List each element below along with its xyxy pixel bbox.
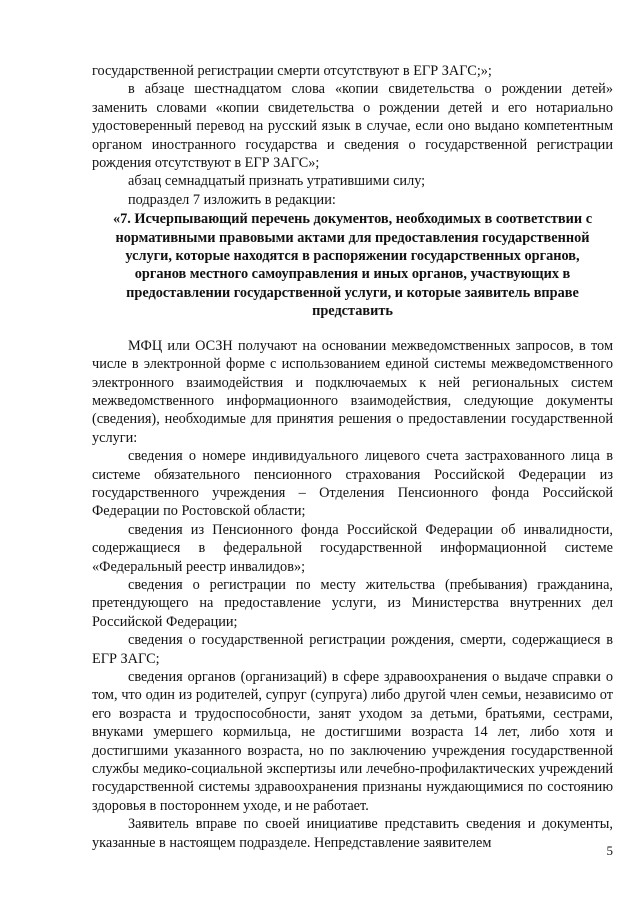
page-number: 5: [606, 843, 613, 858]
paragraph-subsection-intro: подраздел 7 изложить в редакции:: [128, 191, 336, 208]
paragraph-body-6: сведения органов (организаций) в сфере здравоохранения о выдаче справки о том, что один из родителей, супруг (супруга) либо другой член семьи, независимо от его возраста и трудоспособности, занят уходом за детьми, братьями, сестрами, внуками умершего кормильца, не достигшими возраста 14 лет, либо хотя и достигшими указанного возраста, но по заключению учреждения государственной службы медико-социальной экспертизы или лечебно-профилактических учреждений государственной системы здравоохранения признаны нуждающимися по состоянию здоровья в постороннем уходе, и не работает.: [92, 669, 613, 814]
paragraph-amendment-16: в абзаце шестнадцатом слова «копии свидетельства о рождении детей» заменить словами «копии свидетельства о рождении детей и его нотариально удостоверенный перевод на русский язык в случае, если оно выдано компетентным органом иностранного государства и сведения о государственной регистрации рождения отсутствуют в ЕГР ЗАГС»;: [92, 81, 613, 172]
paragraph-body-2: сведения о номере индивидуального лицевого счета застрахованного лица в системе обязательного пенсионного страхования Российской Федерации из государственного учреждения – Отделения Пенсионного фонда Российской Федерации по Ростовской области;: [92, 448, 613, 520]
paragraph-body-7: Заявитель вправе по своей инициативе представить сведения и документы, указанные в настоящем подразделе. Непредставление заявителем: [92, 816, 613, 851]
paragraph-amendment-17: абзац семнадцатый признать утратившими силу;: [128, 173, 426, 190]
paragraph-continuation: государственной регистрации смерти отсутствуют в ЕГР ЗАГС;»;: [92, 63, 492, 79]
paragraph-body-3: сведения из Пенсионного фонда Российской Федерации об инвалидности, содержащиеся в федеральной государственной информационной системе «Федеральный реестр инвалидов»;: [92, 521, 613, 575]
paragraph-body-5: сведения о государственной регистрации рождения, смерти, содержащиеся в ЕГР ЗАГС;: [92, 632, 613, 667]
paragraph-body-4: сведения о регистрации по месту жительства (пребывания) гражданина, претендующего на предоставление услуги, из Министерства внутренних дел Российской Федерации;: [92, 576, 613, 630]
section-heading: «7. Исчерпывающий перечень документов, необходимых в соответствии с нормативными правовыми актами для предоставления государственной услуги, которые находятся в распоряжении государственных органов, органов местного самоуправления и иных органов, участвующих в предоставлении государственной услуги, и которые заявитель вправе представить: [112, 211, 593, 320]
spacer: [92, 321, 613, 337]
paragraph-body-1: МФЦ или ОСЗН получают на основании межведомственных запросов, в том числе в электронной форме с использованием единой системы межведомственного электронного взаимодействия и подключаемых к ней региональных систем межведомственного информационного взаимодействия, следующие документы (сведения), необходимые для принятия решения о предоставлении государственной услуги:: [92, 337, 613, 446]
document-page: [92, 62, 613, 852]
